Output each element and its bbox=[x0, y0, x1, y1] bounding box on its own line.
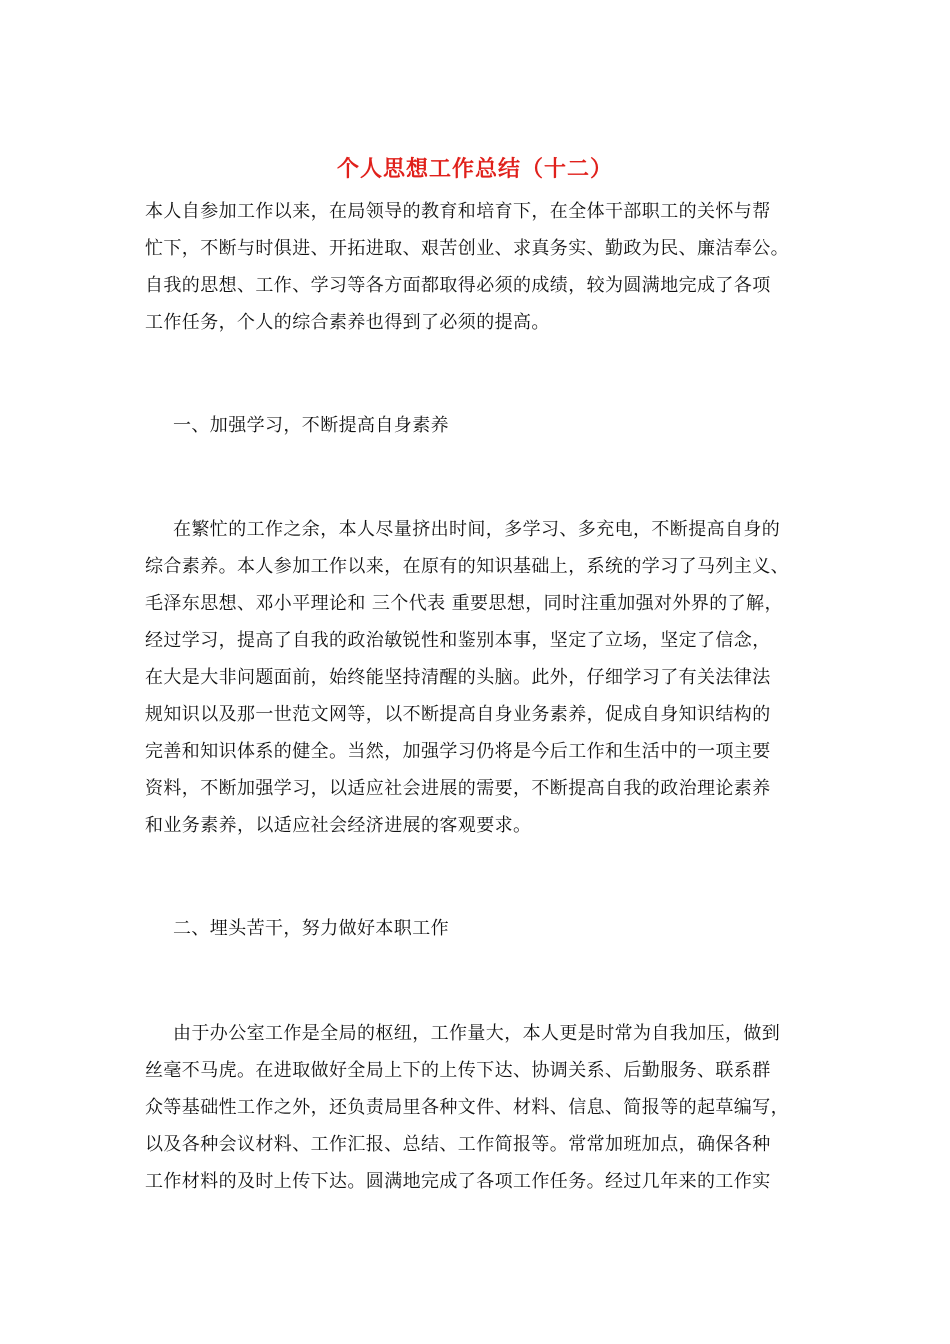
section1-line: 在大是大非问题面前，始终能坚持清醒的头脑。此外，仔细学习了有关法律法 bbox=[145, 667, 771, 688]
intro-line: 本人自参加工作以来，在局领导的教育和培育下，在全体干部职工的关怀与帮 bbox=[145, 201, 771, 222]
section2-line: 以及各种会议材料、工作汇报、总结、工作简报等。常常加班加点，确保各种 bbox=[145, 1134, 771, 1155]
section1-heading: 一、加强学习，不断提高自身素养 bbox=[173, 415, 449, 436]
intro-line: 自我的思想、工作、学习等各方面都取得必须的成绩，较为圆满地完成了各项 bbox=[145, 275, 771, 296]
section2-line: 众等基础性工作之外，还负责局里各种文件、材料、信息、简报等的起草编写， bbox=[145, 1097, 789, 1118]
section2-line: 丝毫不马虎。在进取做好全局上下的上传下达、协调关系、后勤服务、联系群 bbox=[145, 1060, 771, 1081]
section1-line: 综合素养。本人参加工作以来，在原有的知识基础上，系统的学习了马列主义、 bbox=[145, 556, 789, 577]
section2-line: 由于办公室工作是全局的枢纽，工作量大，本人更是时常为自我加压，做到 bbox=[173, 1023, 781, 1044]
section2-line: 工作材料的及时上传下达。圆满地完成了各项工作任务。经过几年来的工作实 bbox=[145, 1171, 771, 1192]
section1-line: 毛泽东思想、邓小平理论和 三个代表 重要思想，同时注重加强对外界的了解， bbox=[145, 593, 783, 614]
section1-line: 在繁忙的工作之余，本人尽量挤出时间，多学习、多充电，不断提高自身的 bbox=[173, 519, 781, 540]
section2-heading: 二、埋头苦干，努力做好本职工作 bbox=[173, 918, 449, 939]
intro-line: 忙下，不断与时俱进、开拓进取、艰苦创业、求真务实、勤政为民、廉洁奉公。 bbox=[145, 238, 789, 259]
section1-line: 和业务素养，以适应社会经济进展的客观要求。 bbox=[145, 815, 532, 836]
section1-line: 规知识以及那一世范文网等，以不断提高自身业务素养，促成自身知识结构的 bbox=[145, 704, 771, 725]
document-title: 个人思想工作总结（十二） bbox=[336, 156, 613, 182]
section1-line: 完善和知识体系的健全。当然，加强学习仍将是今后工作和生活中的一项主要 bbox=[145, 741, 771, 762]
intro-line: 工作任务，个人的综合素养也得到了必须的提高。 bbox=[145, 312, 550, 333]
section1-line: 经过学习，提高了自我的政治敏锐性和鉴别本事，坚定了立场，坚定了信念， bbox=[145, 630, 771, 651]
section1-line: 资料，不断加强学习，以适应社会进展的需要，不断提高自我的政治理论素养 bbox=[145, 778, 771, 799]
